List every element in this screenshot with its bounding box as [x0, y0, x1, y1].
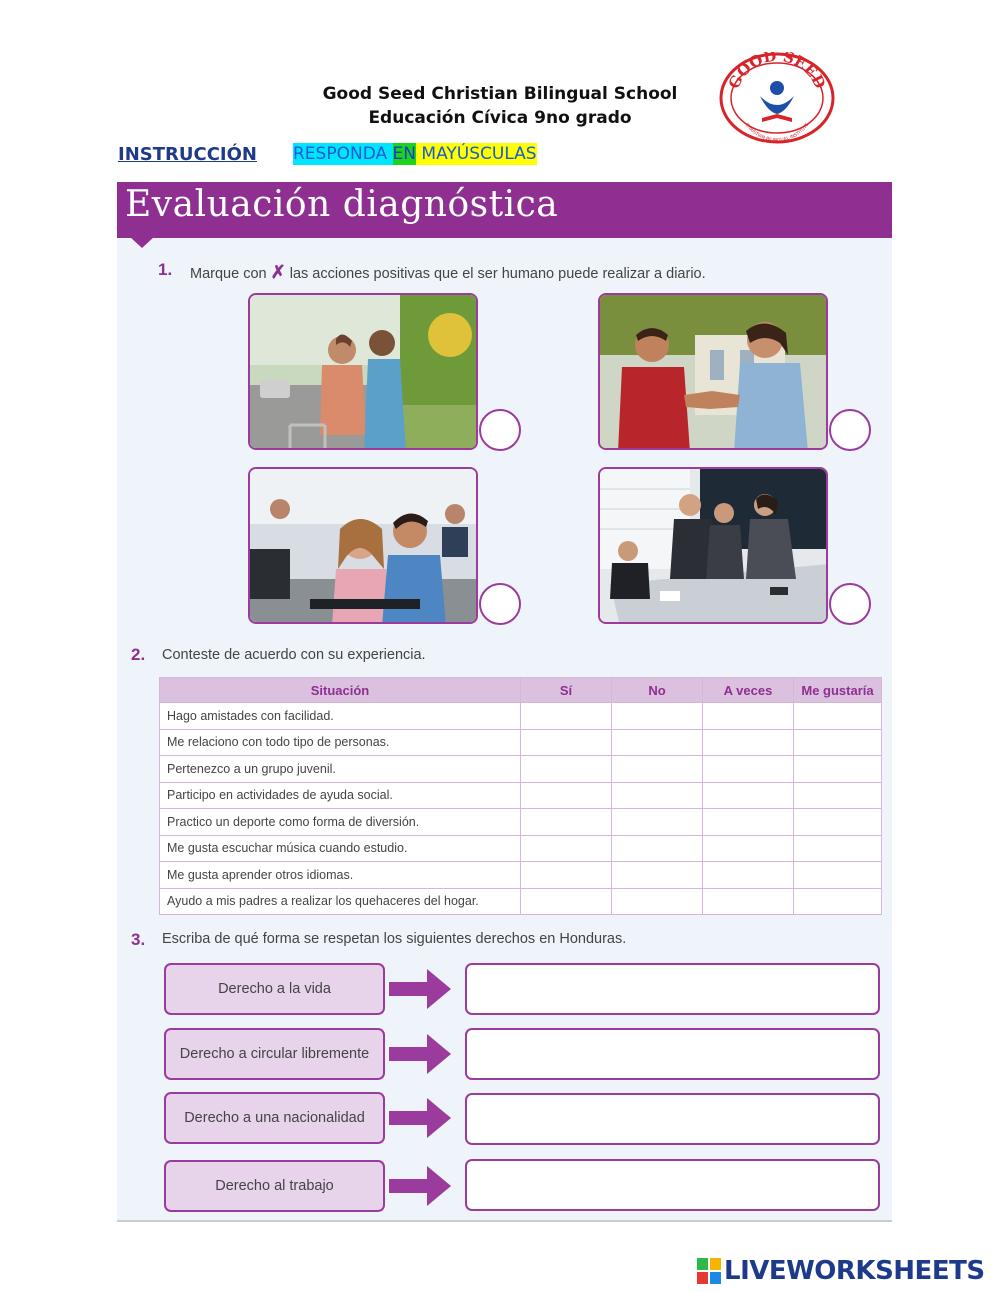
answer-cell[interactable]: [521, 756, 612, 783]
arrow-right-icon: [389, 969, 451, 1009]
answer-cell[interactable]: [703, 756, 794, 783]
answer-cell[interactable]: [521, 835, 612, 862]
instruction-label: INSTRUCCIÓN: [118, 144, 257, 165]
answer-cell[interactable]: [703, 809, 794, 836]
table-row: [160, 703, 882, 730]
school-name: Good Seed Christian Bilingual School: [322, 84, 678, 104]
answer-box-nacionalidad[interactable]: [465, 1093, 880, 1145]
photo-helping-elderly: [248, 293, 478, 450]
photo-office-fight: [598, 467, 828, 624]
experience-table-wrap: [159, 677, 882, 915]
q3-number: 3.: [131, 930, 146, 949]
col-header-me-gustaria: Me gustaría: [794, 678, 882, 703]
arrow-right-icon: [389, 1098, 451, 1138]
answer-cell[interactable]: [521, 809, 612, 836]
answer-cell[interactable]: [612, 862, 703, 889]
answer-cell[interactable]: [612, 835, 703, 862]
answer-cell[interactable]: [703, 782, 794, 809]
col-header-a-veces: A veces: [703, 678, 794, 703]
answer-cell[interactable]: [521, 888, 612, 915]
right-label-circular: Derecho a circular libremente: [164, 1028, 385, 1080]
answer-circle-2[interactable]: [829, 409, 871, 451]
table-row: [160, 756, 882, 783]
answer-cell[interactable]: [612, 809, 703, 836]
col-header-si: Sí: [521, 678, 612, 703]
answer-cell[interactable]: [521, 703, 612, 730]
answer-cell[interactable]: [703, 835, 794, 862]
answer-cell[interactable]: [794, 703, 882, 730]
answer-cell[interactable]: [794, 782, 882, 809]
instruction-word-en: EN: [392, 144, 416, 164]
answer-box-circular[interactable]: [465, 1028, 880, 1080]
table-row: [160, 809, 882, 836]
banner-tail: [129, 236, 155, 248]
logo-subtext: CHRISTIAN BILINGUAL INSTITUTE: [743, 122, 811, 144]
answer-cell[interactable]: [703, 862, 794, 889]
q2-text: Conteste de acuerdo con su experiencia.: [162, 647, 426, 663]
answer-circle-3[interactable]: [479, 583, 521, 625]
subject-title: Educación Cívica 9no grado: [368, 108, 632, 128]
answer-cell[interactable]: [794, 862, 882, 889]
q1-text-before: Marque con: [190, 266, 267, 282]
answer-circle-1[interactable]: [479, 409, 521, 451]
liveworksheets-logo: [697, 1256, 985, 1286]
answer-cell[interactable]: [612, 782, 703, 809]
situation-cell: Me relaciono con todo tipo de personas.: [160, 729, 521, 756]
answer-cell[interactable]: [521, 862, 612, 889]
answer-cell[interactable]: [703, 703, 794, 730]
col-header-situacion: Situación: [160, 678, 521, 703]
answer-cell[interactable]: [794, 756, 882, 783]
answer-cell[interactable]: [794, 835, 882, 862]
answer-box-vida[interactable]: [465, 963, 880, 1015]
right-label-vida: Derecho a la vida: [164, 963, 385, 1015]
answer-cell[interactable]: [794, 888, 882, 915]
instruction-word-responda: RESPONDA: [293, 144, 388, 164]
q3-text: Escriba de qué forma se respetan los siguientes derechos en Honduras.: [162, 931, 627, 947]
answer-cell[interactable]: [612, 756, 703, 783]
col-header-no: No: [612, 678, 703, 703]
answer-cell[interactable]: [521, 729, 612, 756]
table-row: [160, 888, 882, 915]
q1-text: [190, 262, 706, 283]
banner-title: Evaluación diagnóstica: [125, 184, 559, 225]
table-row: [160, 729, 882, 756]
experience-table: [159, 677, 882, 915]
answer-cell[interactable]: [703, 888, 794, 915]
answer-cell[interactable]: [794, 729, 882, 756]
situation-cell: Hago amistades con facilidad.: [160, 703, 521, 730]
answer-circle-4[interactable]: [829, 583, 871, 625]
situation-cell: Pertenezco a un grupo juvenil.: [160, 756, 521, 783]
liveworksheets-icon: [697, 1258, 721, 1284]
situation-cell: Participo en actividades de ayuda social.: [160, 782, 521, 809]
arrow-right-icon: [389, 1166, 451, 1206]
liveworksheets-text: LIVEWORKSHEETS: [724, 1256, 985, 1286]
answer-cell[interactable]: [612, 729, 703, 756]
logo-text: GOOD SEED: [724, 52, 830, 92]
instruction-word-mayusculas: MAYÚSCULAS: [421, 144, 537, 164]
situation-cell: Ayudo a mis padres a realizar los quehaceres del hogar.: [160, 888, 521, 915]
answer-box-trabajo[interactable]: [465, 1159, 880, 1211]
right-label-trabajo: Derecho al trabajo: [164, 1160, 385, 1212]
situation-cell: Me gusta aprender otros idiomas.: [160, 862, 521, 889]
table-header-row: [160, 678, 882, 703]
x-mark-icon: ✗: [270, 262, 286, 282]
school-logo: [718, 52, 836, 144]
q2-number: 2.: [131, 645, 146, 664]
q1-text-after: las acciones positivas que el ser humano puede realizar a diario.: [289, 266, 706, 282]
answer-cell[interactable]: [703, 729, 794, 756]
table-row: [160, 782, 882, 809]
right-label-nacionalidad: Derecho a una nacionalidad: [164, 1092, 385, 1144]
situation-cell: Me gusta escuchar música cuando estudio.: [160, 835, 521, 862]
answer-cell[interactable]: [794, 809, 882, 836]
instruction-text: [293, 144, 537, 164]
school-header: [250, 82, 750, 130]
answer-cell[interactable]: [612, 703, 703, 730]
arrow-right-icon: [389, 1034, 451, 1074]
q1-number: 1.: [158, 260, 173, 279]
photo-handshake: [598, 293, 828, 450]
photo-students-computers: [248, 467, 478, 624]
table-row: [160, 835, 882, 862]
answer-cell[interactable]: [612, 888, 703, 915]
table-row: [160, 862, 882, 889]
situation-cell: Practico un deporte como forma de diversión.: [160, 809, 521, 836]
answer-cell[interactable]: [521, 782, 612, 809]
